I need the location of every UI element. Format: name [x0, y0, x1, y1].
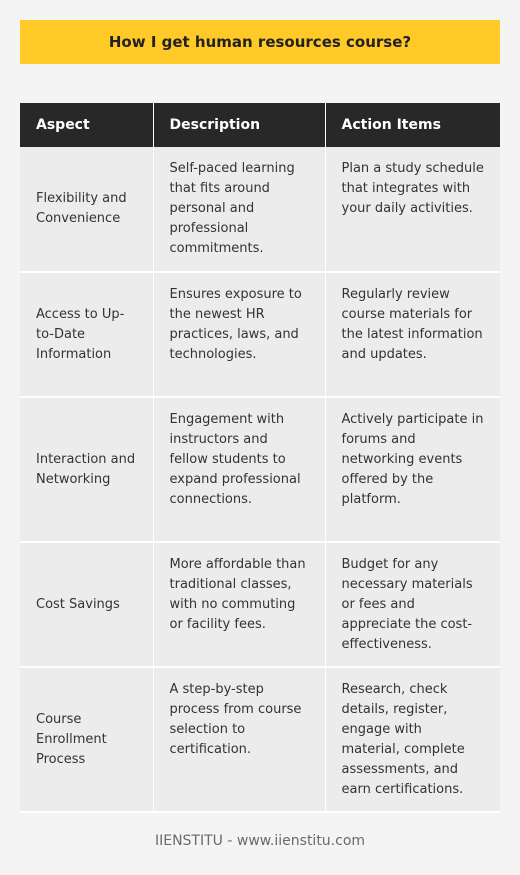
description-cell: A step-by-step process from course selection to certification. [153, 667, 325, 812]
description-cell: More affordable than traditional classes, with no commuting or facility fees. [153, 542, 325, 667]
comparison-table [20, 103, 500, 813]
aspect-cell: Access to Up-to-Date Information [20, 272, 153, 397]
aspect-cell: Interaction and Networking [20, 397, 153, 542]
footer-credit: IIENSTITU - www.iienstitu.com [154, 833, 366, 849]
table-row [20, 147, 500, 272]
action-cell: Budget for any necessary materials or fees and appreciate the cost-effectiveness. [325, 542, 500, 667]
table-header-row [20, 103, 500, 147]
description-cell: Self-paced learning that fits around personal and professional commitments. [153, 147, 325, 272]
aspect-cell: Flexibility and Convenience [20, 147, 153, 272]
table-row [20, 397, 500, 542]
page-title: How I get human resources course? [108, 33, 412, 51]
action-cell: Regularly review course materials for the latest information and updates. [325, 272, 500, 397]
action-cell: Plan a study schedule that integrates with your daily activities. [325, 147, 500, 272]
title-banner [20, 20, 500, 64]
table-row [20, 272, 500, 397]
action-cell: Actively participate in forums and networking events offered by the platform. [325, 397, 500, 542]
column-header-description: Description [153, 103, 325, 147]
description-cell: Engagement with instructors and fellow students to expand professional connections. [153, 397, 325, 542]
aspect-cell: Course Enrollment Process [20, 667, 153, 812]
aspect-cell: Cost Savings [20, 542, 153, 667]
action-cell: Research, check details, register, engage with material, complete assessments, and earn certifications. [325, 667, 500, 812]
column-header-action-items: Action Items [325, 103, 500, 147]
description-cell: Ensures exposure to the newest HR practices, laws, and technologies. [153, 272, 325, 397]
column-header-aspect: Aspect [20, 103, 153, 147]
table-row [20, 667, 500, 812]
table-row [20, 542, 500, 667]
